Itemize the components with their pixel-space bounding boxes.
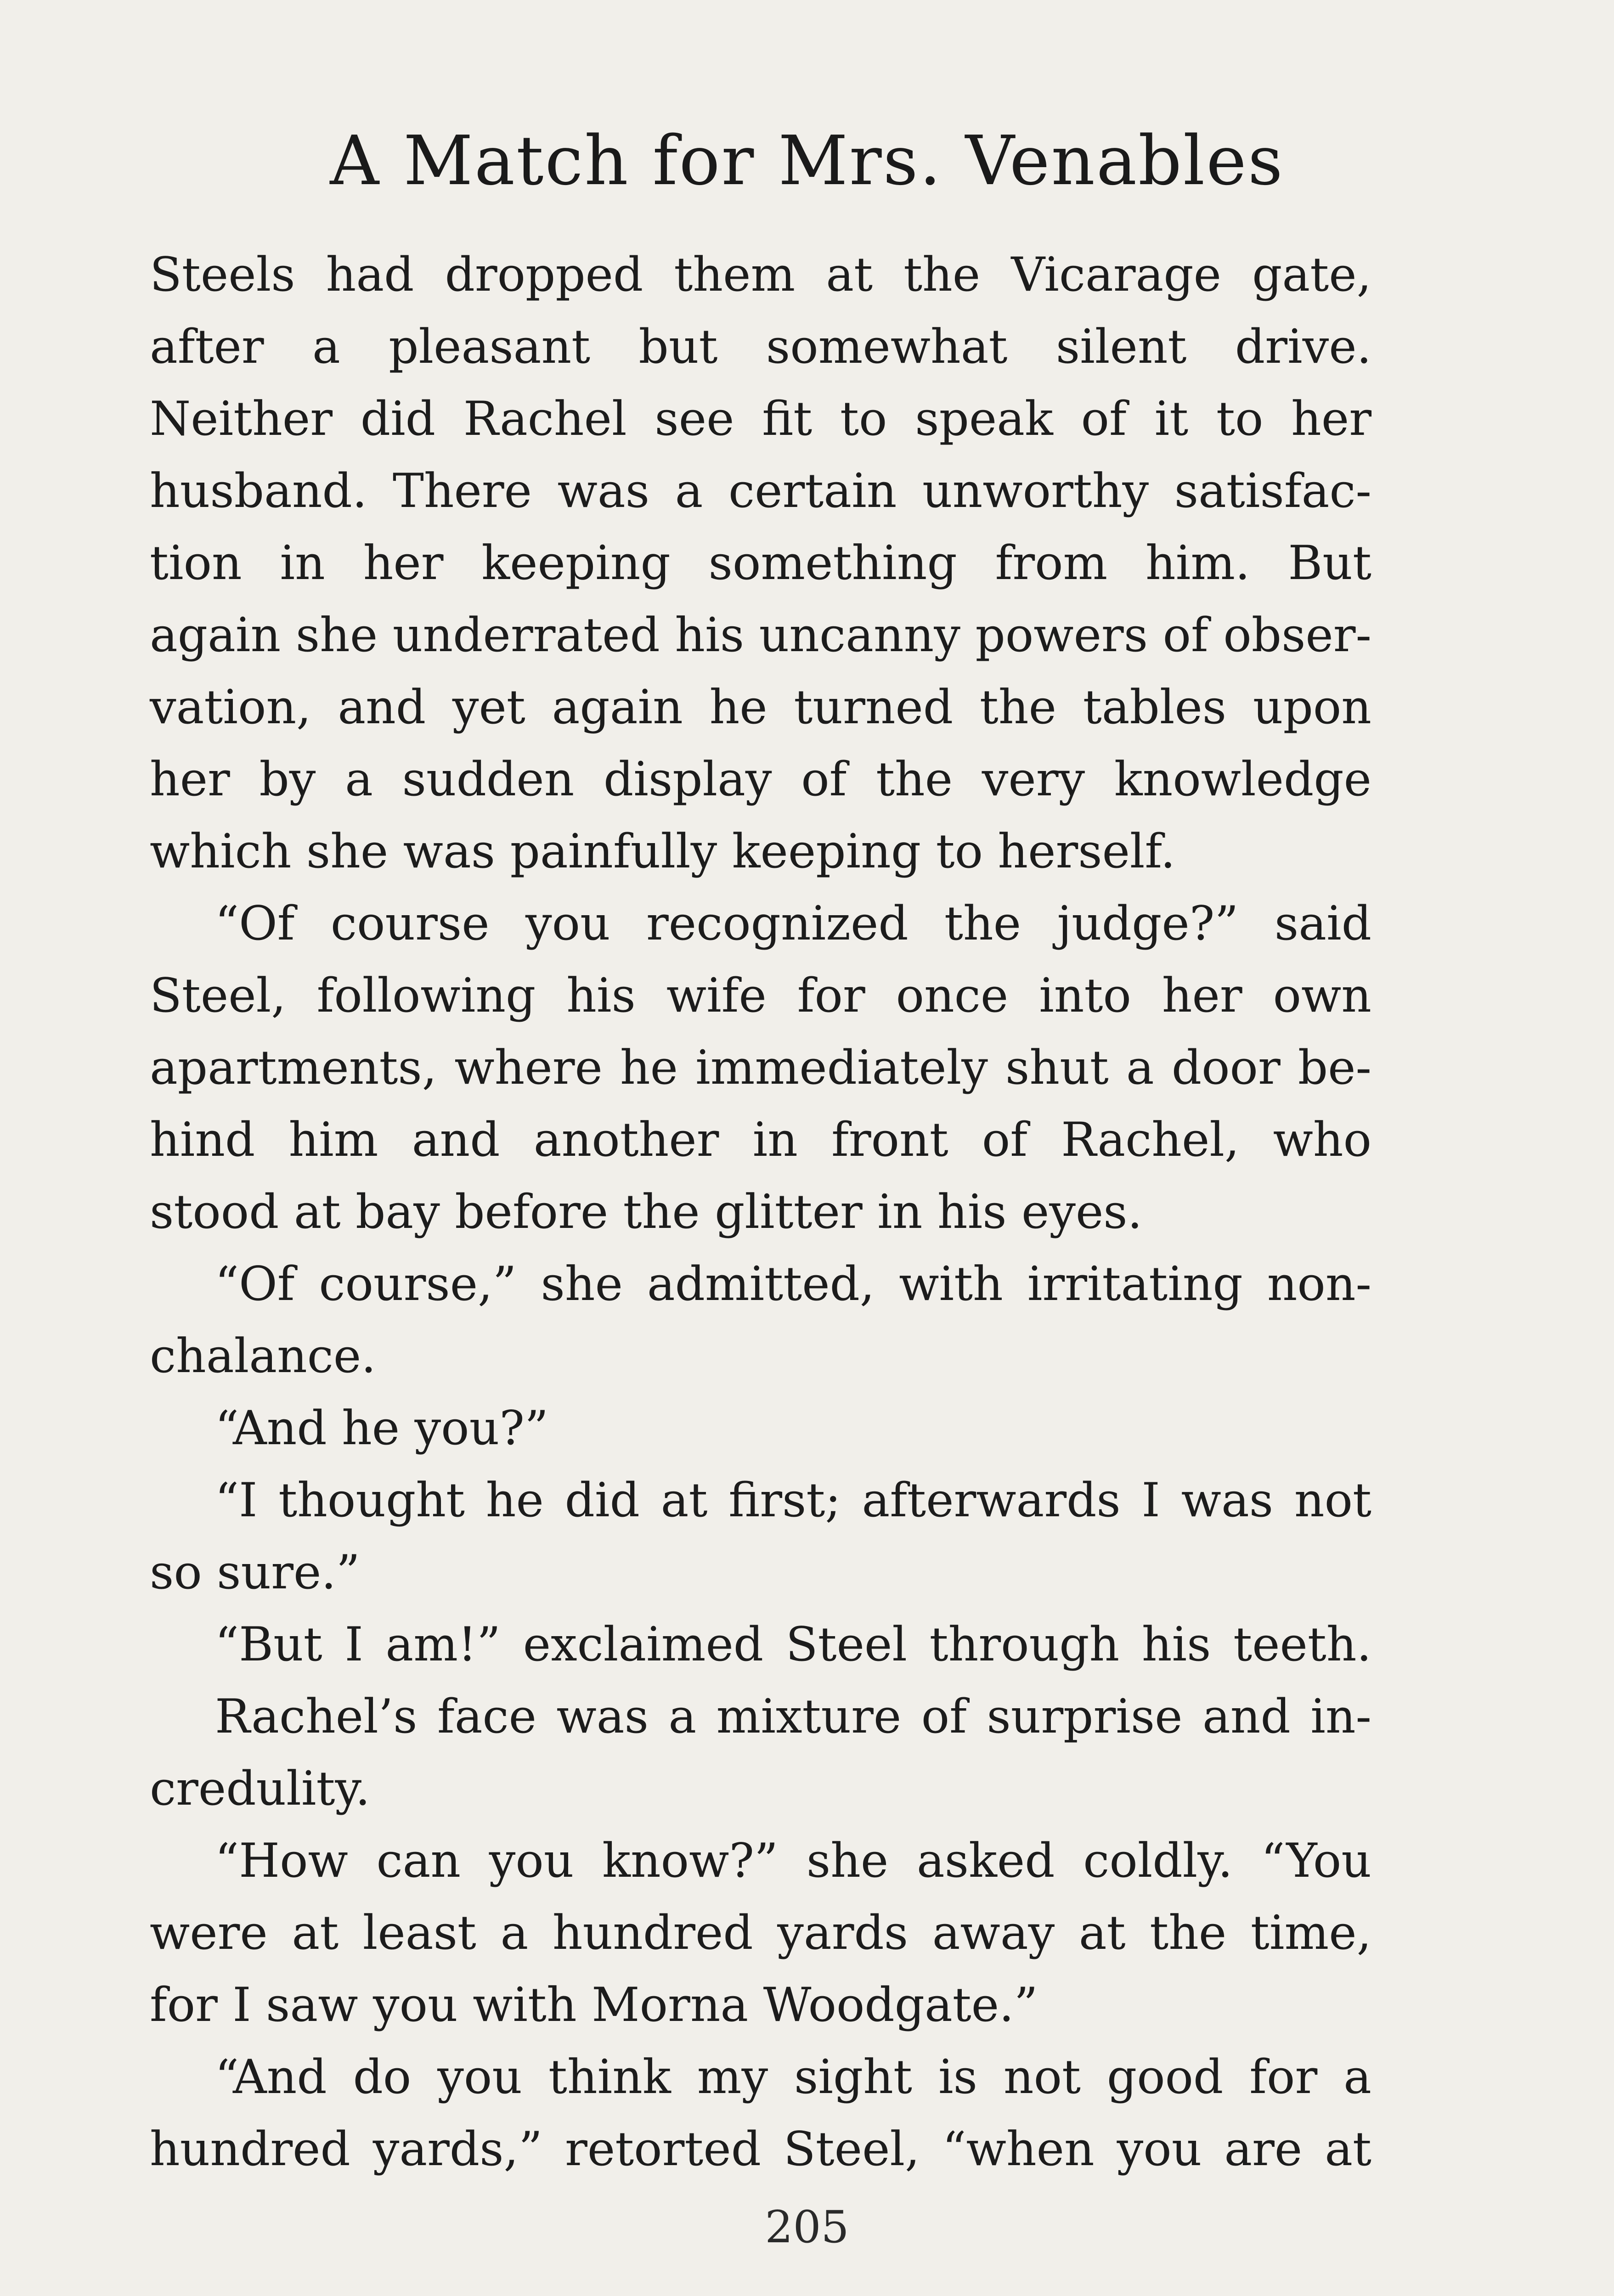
text-line: again she underrated his uncanny powers of obser- — [150, 608, 1371, 663]
text-line: “Of course,” she admitted, with irritating non- — [215, 1257, 1371, 1311]
text-line: hundred yards,” retorted Steel, “when you are at — [150, 2122, 1371, 2177]
text-line: “Of course you recognized the judge?” said — [215, 896, 1371, 951]
text-line: husband. There was a certain unworthy satisfac- — [150, 464, 1371, 518]
text-line: her by a sudden display of the very knowledge — [150, 752, 1371, 807]
text-line: stood at bay before the glitter in his eyes. — [150, 1185, 1143, 1239]
text-line: Steel, following his wife for once into her own — [150, 968, 1371, 1023]
text-line: Neither did Rachel see fit to speak of it to her — [150, 392, 1371, 446]
text-line: credulity. — [150, 1761, 370, 1816]
text-line: after a pleasant but somewhat silent drive. — [150, 320, 1371, 374]
text-line: were at least a hundred yards away at the time, — [150, 1906, 1371, 1960]
text-line: “I thought he did at first; afterwards I was not — [215, 1473, 1371, 1528]
text-line: tion in her keeping something from him. But — [150, 536, 1371, 591]
text-line: “But I am!” exclaimed Steel through his teeth. — [215, 1617, 1371, 1672]
page-number: 205 — [765, 2201, 849, 2253]
text-line: vation, and yet again he turned the tables upon — [150, 680, 1371, 735]
text-line: Rachel’s face was a mixture of surprise and in- — [215, 1689, 1371, 1744]
text-line: “How can you know?” she asked coldly. “You — [215, 1834, 1371, 1888]
text-line: which she was painfully keeping to herself. — [150, 824, 1176, 879]
body-text — [150, 239, 1371, 2185]
running-head: A Match for Mrs. Venables — [330, 121, 1284, 200]
text-line: “And he you?” — [215, 1401, 549, 1456]
text-line: apartments, where he immediately shut a door be- — [150, 1041, 1371, 1095]
text-line: “And do you think my sight is not good for a — [215, 2050, 1371, 2105]
text-line: hind him and another in front of Rachel, who — [150, 1113, 1371, 1167]
text-line: for I saw you with Morna Woodgate.” — [150, 1978, 1038, 2032]
text-line: Steels had dropped them at the Vicarage gate, — [150, 248, 1371, 302]
text-line: so sure.” — [150, 1545, 360, 1600]
text-line: chalance. — [150, 1329, 376, 1384]
